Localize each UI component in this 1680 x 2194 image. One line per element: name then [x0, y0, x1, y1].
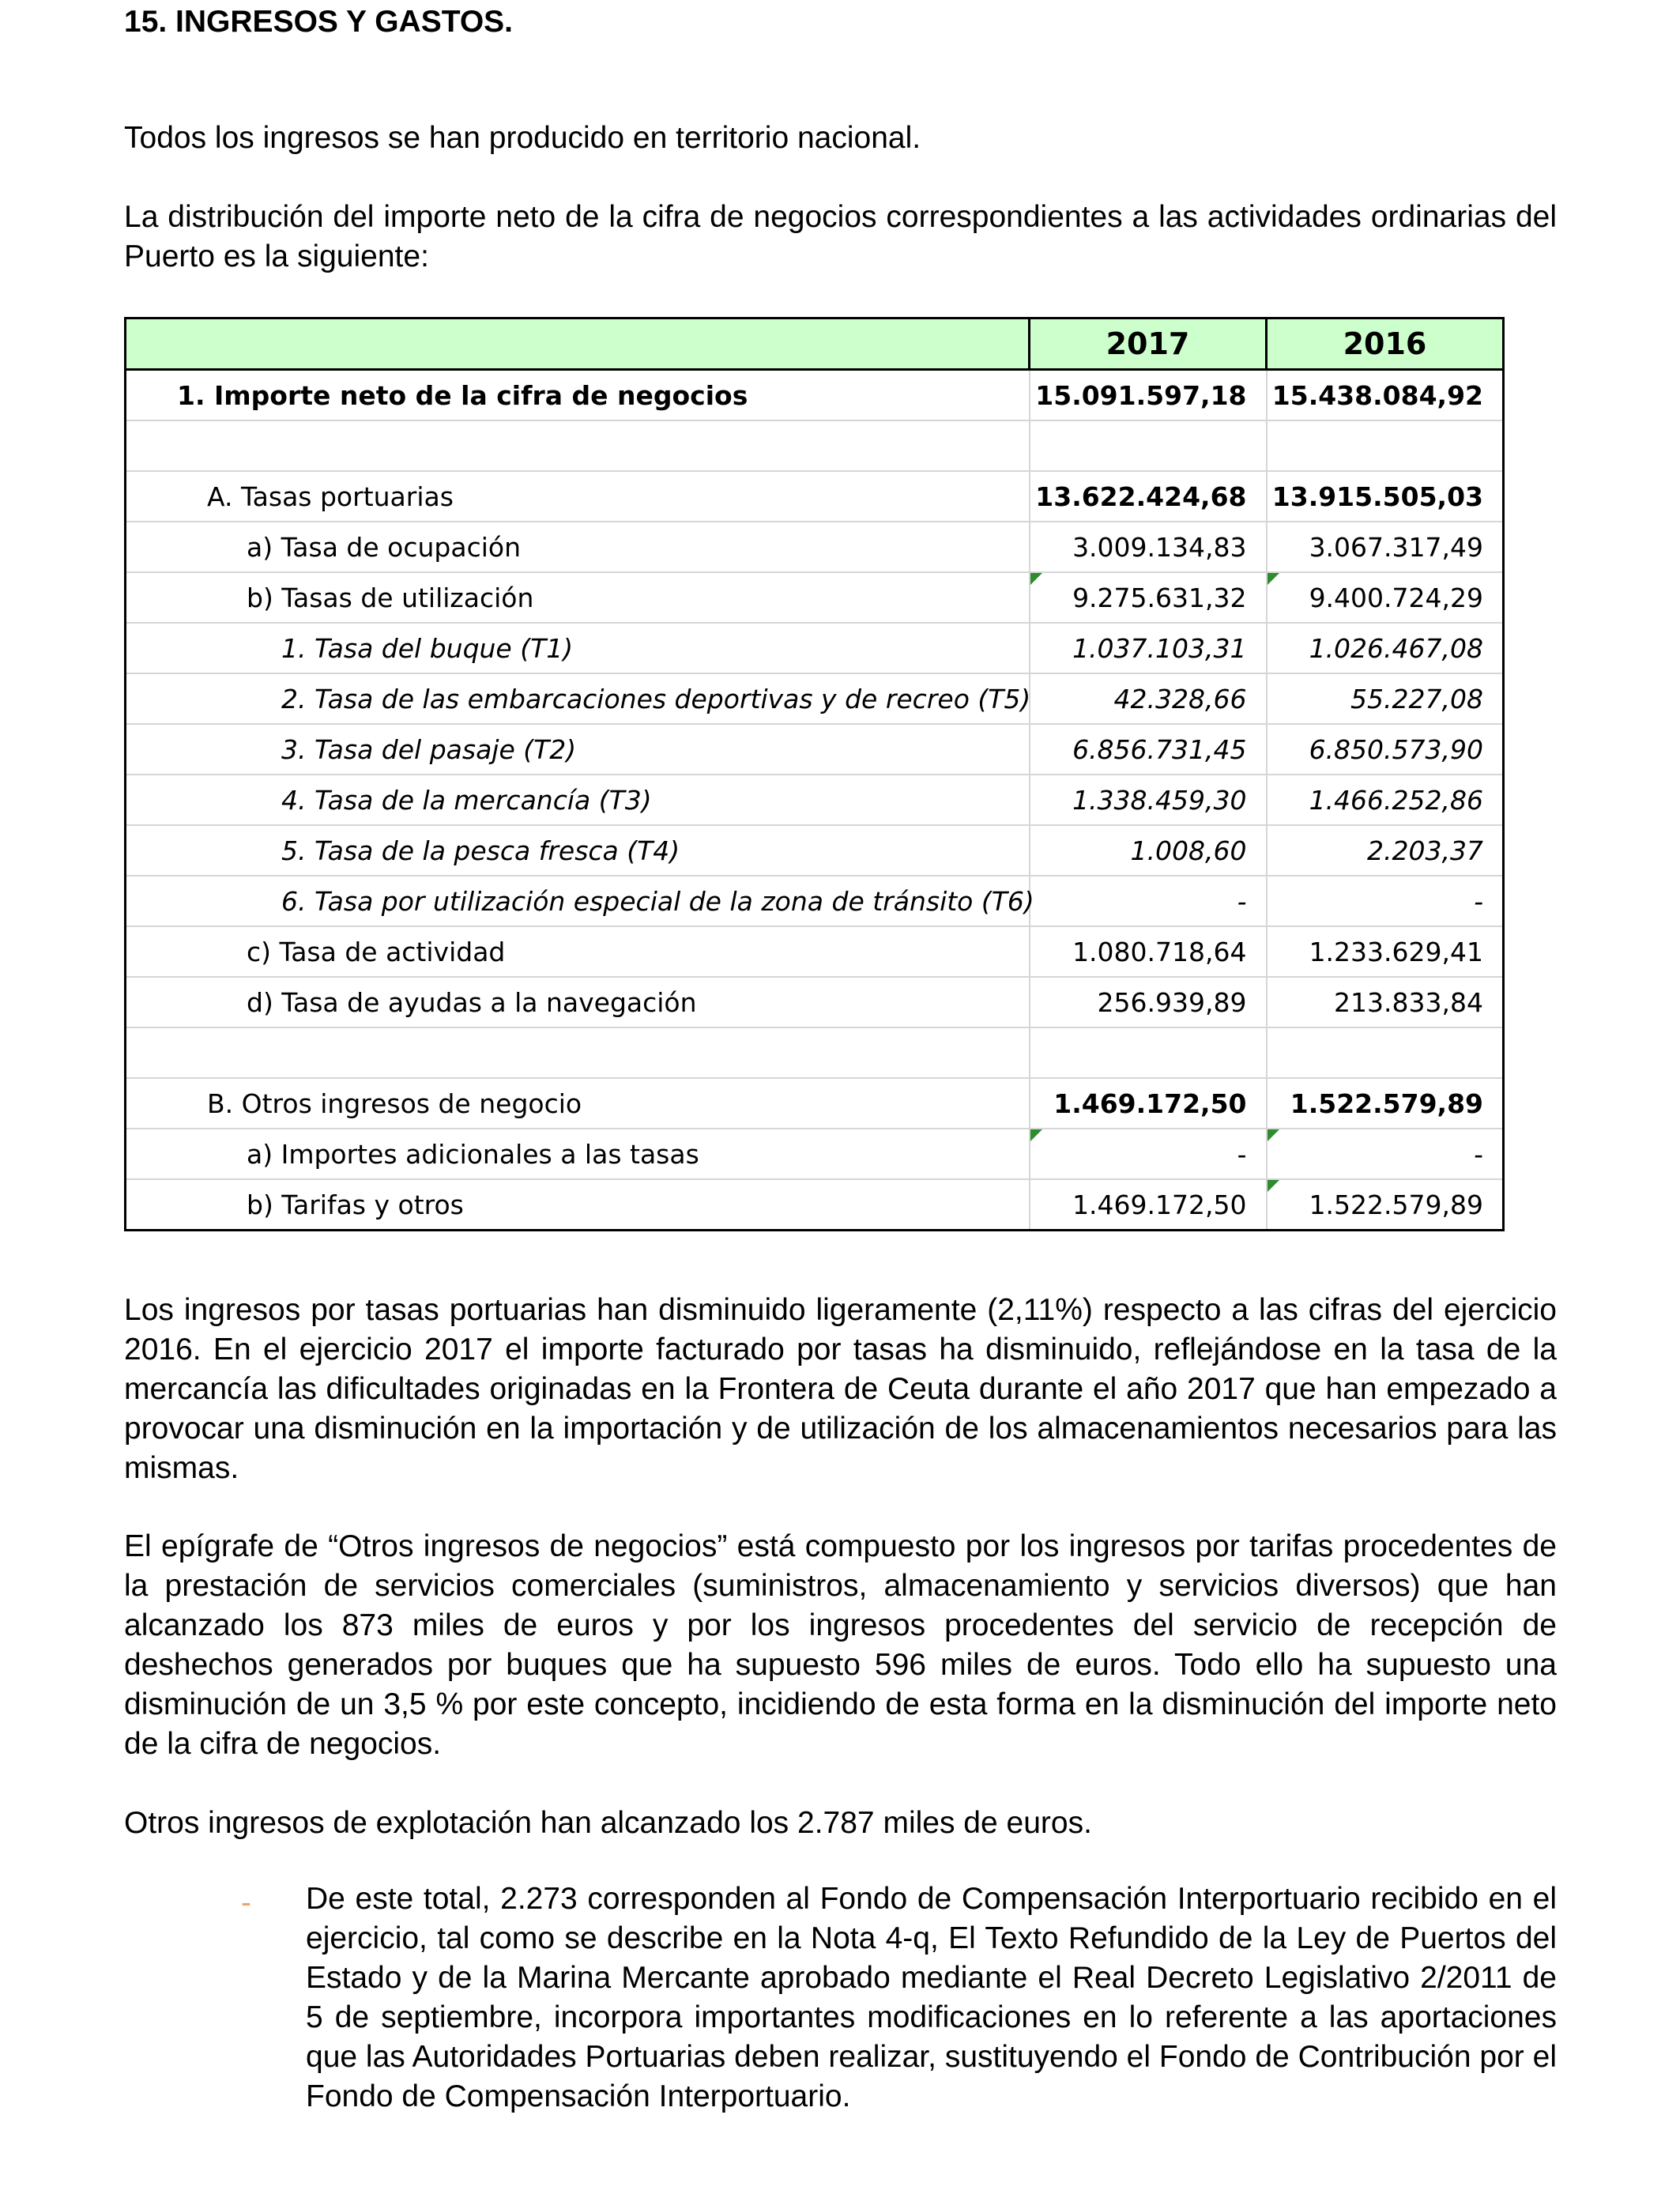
- row-label: d) Tasa de ayudas a la navegación: [126, 977, 1030, 1027]
- value-2017: 1.338.459,30: [1030, 775, 1267, 825]
- value-2016: [1267, 572, 1504, 623]
- section-heading: 15. INGRESOS Y GASTOS.: [124, 5, 514, 39]
- row-label: 1. Tasa del buque (T1): [126, 623, 1030, 673]
- value-2016: 3.067.317,49: [1267, 522, 1504, 572]
- row-label: c) Tasa de actividad: [126, 926, 1030, 977]
- value-2017: 1.037.103,31: [1030, 623, 1267, 673]
- row-label: B. Otros ingresos de negocio: [126, 1078, 1030, 1129]
- table-row: [126, 1078, 1504, 1129]
- value-text: 1.522.579,89: [1309, 1189, 1483, 1220]
- value-2016: 13.915.505,03: [1267, 471, 1504, 522]
- paragraph-tasas: Los ingresos por tasas portuarias han disminuido ligeramente (2,11%) respecto a las cifras del ejercicio 2016. En el ejercicio 2017 el importe facturado por tasas ha disminuido, reflejándose en la tasa de la mercancía las dificultades originadas en la Frontera de Ceuta durante el año 2017 que han empezado a provocar una disminución en la importación y de utilización de los almacenamientos necesarios para las mismas.: [124, 1293, 1557, 1485]
- table-row: [126, 926, 1504, 977]
- row-label: A. Tasas portuarias: [126, 471, 1030, 522]
- row-label: 3. Tasa del pasaje (T2): [126, 724, 1030, 775]
- value-2017: 1.469.172,50: [1030, 1179, 1267, 1231]
- value-2017: 15.091.597,18: [1030, 370, 1267, 421]
- value-2016: 6.850.573,90: [1267, 724, 1504, 775]
- value-text: 9.275.631,32: [1072, 582, 1247, 613]
- value-2017: 256.939,89: [1030, 977, 1267, 1027]
- comment-marker-icon: [1268, 1129, 1279, 1141]
- table-row: [126, 420, 1504, 471]
- value-2017: 3.009.134,83: [1030, 522, 1267, 572]
- intro-paragraph-1: Todos los ingresos se han producido en territorio nacional.: [124, 121, 921, 155]
- value-2016: 15.438.084,92: [1267, 370, 1504, 421]
- row-label: 4. Tasa de la mercancía (T3): [126, 775, 1030, 825]
- bullet-item-fondo: De este total, 2.273 corresponden al Fondo de Compensación Interportuario recibido en el ejercicio, tal como se describe en la Nota 4-q, El Texto Refundido de la Ley de Puertos del Estado y de la Marina Mercante aprobado mediante el Real Decreto Legislativo 2/2011 de 5 de septiembre, incorpora importantes modificaciones en lo referente a las aportaciones que las Autoridades Portuarias deben realizar, sustituyendo el Fondo de Contribución por el Fondo de Compensación Interportuario.: [306, 1882, 1557, 2113]
- value-2017: 1.008,60: [1030, 825, 1267, 876]
- table-row: [126, 825, 1504, 876]
- value-2017: [1030, 572, 1267, 623]
- value-2017: [1030, 1027, 1267, 1078]
- value-2017: [1030, 420, 1267, 471]
- table-row: [126, 522, 1504, 572]
- comment-marker-icon: [1030, 573, 1042, 585]
- header-2016: 2016: [1267, 319, 1504, 370]
- value-2016: 55.227,08: [1267, 673, 1504, 724]
- row-label: [126, 1027, 1030, 1078]
- row-label: a) Tasa de ocupación: [126, 522, 1030, 572]
- revenue-table: [124, 317, 1505, 1231]
- value-2016: 213.833,84: [1267, 977, 1504, 1027]
- table-row: [126, 471, 1504, 522]
- table-row: [126, 370, 1504, 421]
- comment-marker-icon: [1268, 1180, 1279, 1192]
- value-2017: [1030, 1129, 1267, 1179]
- value-2016: [1267, 1027, 1504, 1078]
- value-2016: [1267, 1129, 1504, 1179]
- row-label: 1. Importe neto de la cifra de negocios: [126, 370, 1030, 421]
- value-2016: 2.203,37: [1267, 825, 1504, 876]
- value-2016: 1.026.467,08: [1267, 623, 1504, 673]
- value-2016: [1267, 1179, 1504, 1231]
- bullet-dash-icon: -: [241, 1886, 251, 1920]
- table-header-row: [126, 319, 1504, 370]
- table-row: [126, 1129, 1504, 1179]
- header-2017: 2017: [1030, 319, 1267, 370]
- comment-marker-icon: [1030, 1129, 1042, 1141]
- row-label: 5. Tasa de la pesca fresca (T4): [126, 825, 1030, 876]
- table-row: [126, 977, 1504, 1027]
- row-label: b) Tasas de utilización: [126, 572, 1030, 623]
- row-label: 2. Tasa de las embarcaciones deportivas y de recreo (T5): [126, 673, 1030, 724]
- table-row: [126, 1179, 1504, 1231]
- table-row: [126, 876, 1504, 926]
- table-row: [126, 724, 1504, 775]
- row-label: b) Tarifas y otros: [126, 1179, 1030, 1231]
- row-label: a) Importes adicionales a las tasas: [126, 1129, 1030, 1179]
- value-text: -: [1474, 1138, 1483, 1170]
- value-2016: 1.466.252,86: [1267, 775, 1504, 825]
- table-row: [126, 775, 1504, 825]
- value-2016: -: [1267, 876, 1504, 926]
- value-2017: 6.856.731,45: [1030, 724, 1267, 775]
- value-2017: 42.328,66: [1030, 673, 1267, 724]
- value-2017: 1.469.172,50: [1030, 1078, 1267, 1129]
- header-blank-cell: [126, 319, 1030, 370]
- value-2017: 13.622.424,68: [1030, 471, 1267, 522]
- value-2017: 1.080.718,64: [1030, 926, 1267, 977]
- paragraph-otros-ingresos: El epígrafe de “Otros ingresos de negocios” está compuesto por los ingresos por tarifas procedentes de la prestación de servicios comerciales (suministros, almacenamiento y servicios diversos) que han alcanzado los 873 miles de euros y por los ingresos procedentes del servicio de recepción de deshechos generados por buques que ha supuesto 596 miles de euros. Todo ello ha supuesto una disminución de un 3,5 % por este concepto, incidiendo de esta forma en la disminución del importe neto de la cifra de negocios.: [124, 1529, 1557, 1761]
- value-2016: 1.522.579,89: [1267, 1078, 1504, 1129]
- value-2017: -: [1030, 876, 1267, 926]
- intro-paragraph-2: La distribución del importe neto de la cifra de negocios correspondientes a las actividades ordinarias del Puerto es la siguiente:: [124, 200, 1557, 273]
- row-label: [126, 420, 1030, 471]
- table-row: [126, 572, 1504, 623]
- value-2016: [1267, 420, 1504, 471]
- comment-marker-icon: [1268, 573, 1279, 585]
- value-text: -: [1237, 1138, 1247, 1170]
- paragraph-explotacion: Otros ingresos de explotación han alcanzado los 2.787 miles de euros.: [124, 1806, 1092, 1840]
- table-row: [126, 1027, 1504, 1078]
- table-row: [126, 623, 1504, 673]
- table-row: [126, 673, 1504, 724]
- row-label: 6. Tasa por utilización especial de la zona de tránsito (T6): [126, 876, 1030, 926]
- value-2016: 1.233.629,41: [1267, 926, 1504, 977]
- value-text: 9.400.724,29: [1309, 582, 1483, 613]
